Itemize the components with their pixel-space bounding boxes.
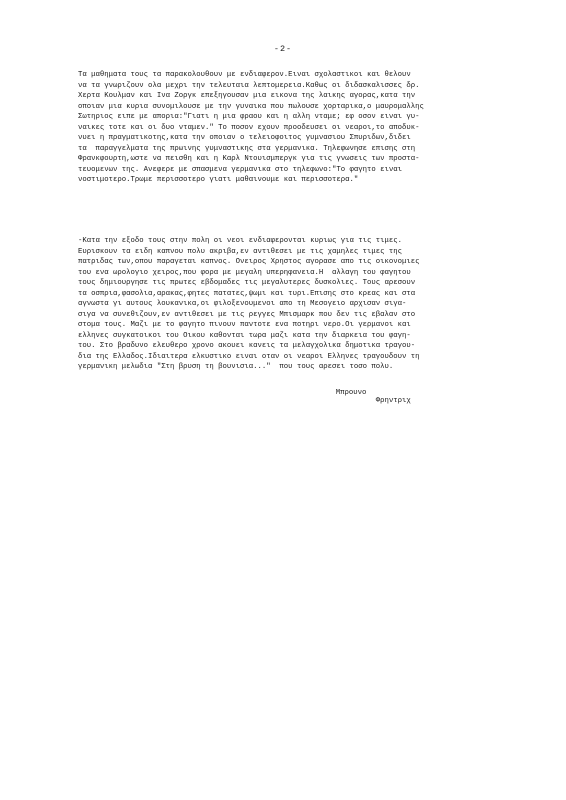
text-line: σιγα να συνεθιζουν,εν αντιθεσει με τις ρεγγες Μπισμαρκ που δεν τις εβαλαν στο	[78, 310, 416, 319]
text-line: Σωτηριος ειπε με απορια:"Γιατι η μια φραου και η αλλη νταμε; εφ οσον ειναι γυ-	[78, 113, 420, 121]
text-line: Τα μαθηματα τους τα παρακολουθουν με ενδιαφερον.Ειναι σχολαστικοι και θελουν	[78, 71, 411, 79]
text-line: πατριδας των,οπου παραγεται καπνος. Ονειρος Χρηστος αγορασε απο τις οικονομιες	[78, 258, 420, 266]
text-line: νοστιμοτερο.Τρωμε περισσοτερο γιατι μαθαινουμε και περισσοτερα."	[78, 176, 359, 184]
text-line: τα οσπρια,φασολια,αρακας,φητες πατατες,ψωμι και τυρι.Επισης στο κρεας και στα	[78, 289, 416, 298]
signature-first-name: Μπρουνο	[335, 389, 367, 397]
text-line: γερμανικη μελωδια "Στη βρυση τη βουνισια..." που τους αρεσει τοσο πολυ.	[78, 363, 394, 371]
text-line: οποιαν μια κυρια συνομιλουσε με την γυναικα που πωλουσε χορταρικα,ο μαυρομαλλης	[78, 102, 424, 111]
text-line: Φρανκφουρτη,ωστε να πεισθη και η Καρλ Ντουισμπεργκ για τις γνωσεις των προστα-	[78, 155, 420, 163]
text-line: νυει η πραγματικοτης,κατα την οποιαν ο τελειοφοιτος γυμνασιου Σπυριδων,διδει	[78, 134, 411, 142]
text-line: τα παραγγελματα της πρωινης γυμναστικης στα γερμανικα. Τηλεφωνησε επισης στη	[78, 144, 416, 153]
paragraph-2	[78, 236, 518, 373]
text-line: ναικες τοτε και οι δυο νταμεν." Το ποσον εχουν προοδευσει οι νεαροι,το αποδυκ-	[78, 123, 420, 132]
text-line: τευομενων της. Ανεφερε με σπασμενα γερμανικα στο τηλεφωνο:"Το φαγητο ειναι	[78, 165, 403, 174]
text-line: του ενα ωρολογιο χειρος,που φορα με μεγαλη υπερηφανεια.Η αλλαγη του φαγητου	[78, 268, 411, 277]
text-line: ελληνες συγκατοικοι του Οικου καθονται τωρα μαζι κατα την διαρκεια του φαγη-	[78, 331, 411, 340]
signature-last-name: Φρηντριχ	[375, 397, 411, 405]
text-line: τους δημιουργησε τις πρωτες εβδομαδες τις μεγαλυτερες δυσκολιες. Τους αρεσουν	[78, 279, 416, 287]
text-line: Ευρισκουν τα ειδη καπνου πολυ ακριβα,εν αντιθεσει με τις χαμηλες τιμες της	[78, 247, 403, 256]
text-line: -Κατα την εξοδο τους στην πολη οι νεοι ενδιαφερονται κυριως για τις τιμες.	[78, 237, 403, 245]
text-line: να τα γνωριζουν ολα μεχρι την τελευταια λεπτομερεια.Καθως οι διδασκαλισσες δρ.	[78, 81, 420, 90]
paragraph-1	[78, 70, 518, 186]
text-line: δια της Ελλαδος.Ιδιαιτερα ελκυστικο ειναι οταν οι νεαροι Ελληνες τραγουδουν τη	[78, 352, 420, 361]
text-line: στομα τους. Μαζι με το φαγητο πινουν παντοτε ενα ποτηρι νερο.Οι γερμανοι και	[78, 321, 411, 329]
page-number: -2-	[273, 44, 293, 54]
text-line: Χερτα Κουλμαν και Ινα Ζοργκ επεξηγουσαν μια εικονα της λαικης αγορας,κατα την	[78, 92, 416, 100]
text-line: αγνωστα γι αυτους λουκανικα,οι φιλοξενουμενοι απο τη Μεσογειο αρχισαν σιγα-	[78, 300, 407, 308]
signature	[327, 381, 411, 405]
text-line: του. Στο βραδυνο ελευθερο χρονο ακουει κανεις τα μελαγχολικα δημοτικα τραγου-	[78, 342, 416, 350]
